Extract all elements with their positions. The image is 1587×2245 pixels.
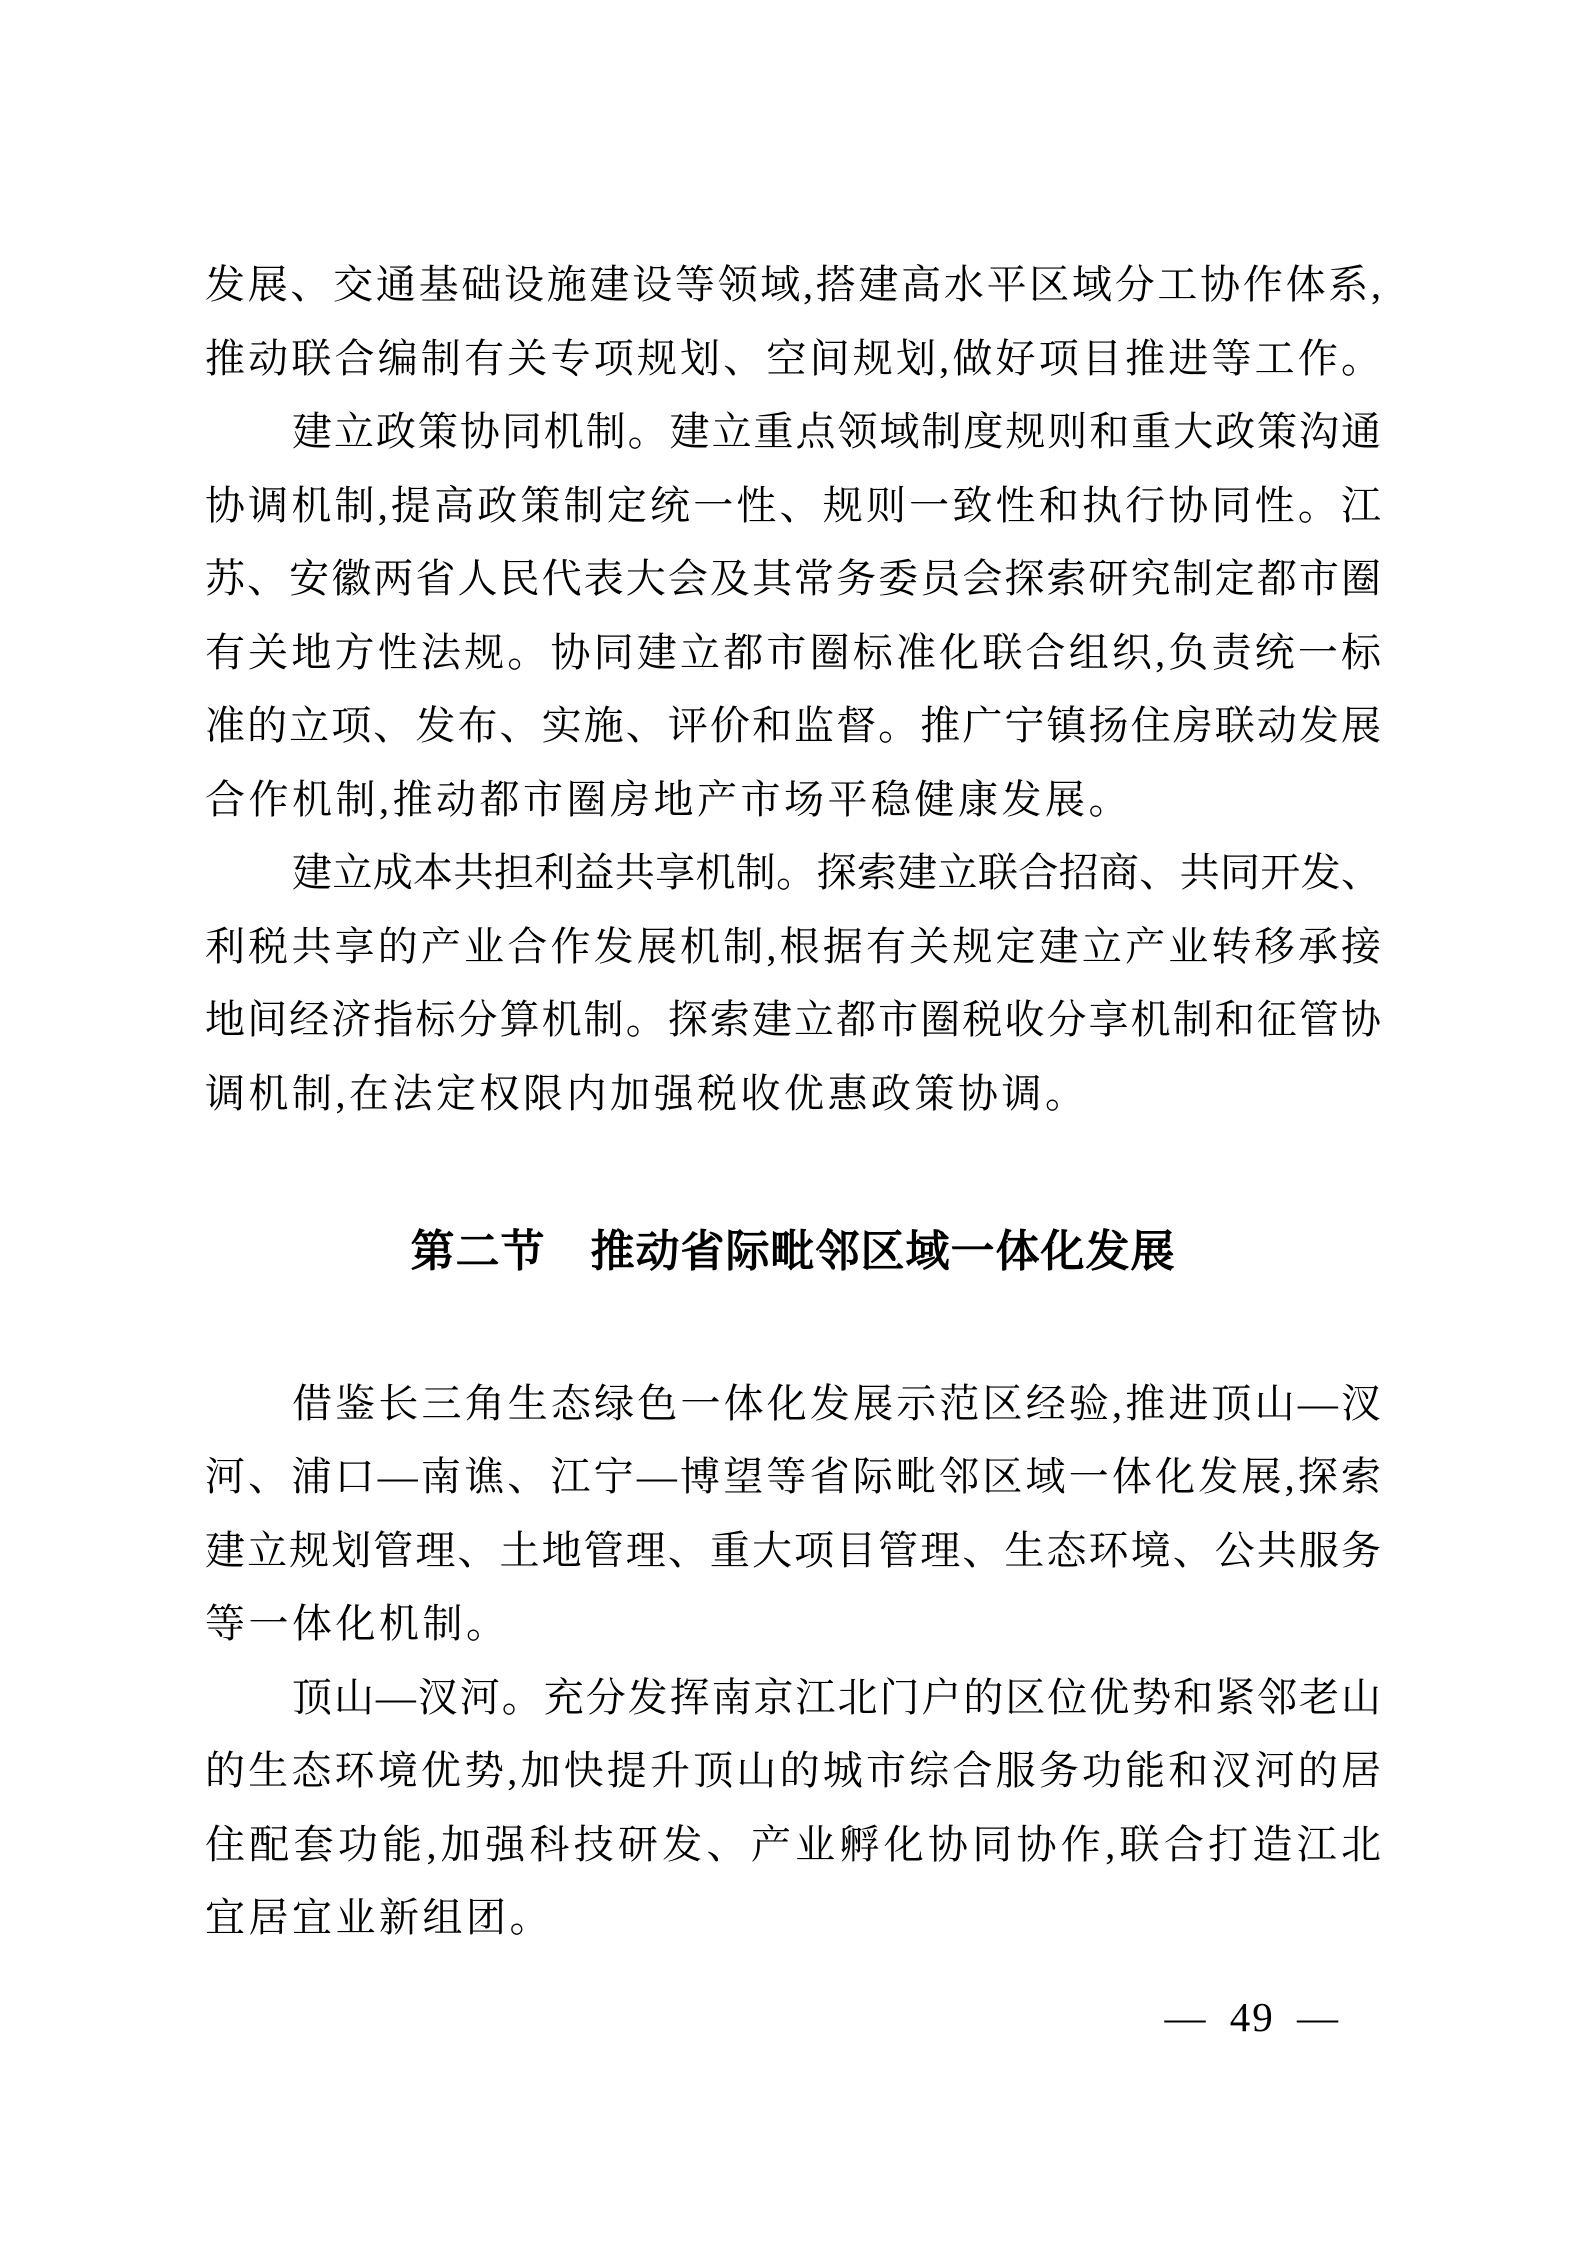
text-line: 调机制,在法定权限内加强税收优惠政策协调。 [205,1070,1089,1116]
page-number: — 49 — [1164,1994,1340,2040]
section-heading: 第二节 推动省际毗邻区域一体化发展 [410,1227,1176,1276]
paragraph [205,1367,1381,1661]
text-line: 宜居宜业新组团。 [205,1895,553,1940]
text-line: 准的立项、发布、实施、评价和监督。推广宁镇扬住房联动发展 [205,703,1381,748]
text-line: 建立政策协同机制。建立重点领域制度规则和重大政策沟通 [292,409,1381,454]
text-line: 合作机制,推动都市圈房地产市场平稳健康发展。 [205,776,1132,822]
paragraph [205,248,1381,395]
text-line: 推动联合编制有关专项规划、空间规划,做好项目推进等工作。 [205,335,1381,381]
text-line: 苏、安徽两省人民代表大会及其常务委员会探索研究制定都市圈 [205,556,1381,601]
text-line: 建立规划管理、土地管理、重大项目管理、生态环境、公共服务 [205,1527,1381,1573]
text-line: 河、浦口—南谯、江宁—博望等省际毗邻区域一体化发展,探索 [205,1454,1381,1499]
document-body [205,248,1381,1955]
paragraph [205,1661,1381,1955]
text-line: 建立成本共担利益共享机制。探索建立联合招商、共同开发、 [292,850,1381,895]
text-line: 住配套功能,加强科技研发、产业孵化协同协作,联合打造江北 [205,1821,1381,1867]
text-line: 借鉴长三角生态绿色一体化发展示范区经验,推进顶山—汊 [292,1380,1381,1426]
text-line: 有关地方性法规。协同建立都市圈标准化联合组织,负责统一标 [205,629,1381,675]
paragraph [205,836,1381,1130]
text-line: 协调机制,提高政策制定统一性、规则一致性和执行协同性。江 [205,482,1381,528]
text-line: 的生态环境优势,加快提升顶山的城市综合服务功能和汊河的居 [205,1748,1381,1793]
text-line: 地间经济指标分算机制。探索建立都市圈税收分享机制和征管协 [205,997,1381,1042]
text-line: 利税共享的产业合作发展机制,根据有关规定建立产业转移承接 [205,923,1381,969]
paragraph [205,395,1381,836]
text-line: 发展、交通基础设施建设等领域,搭建高水平区域分工协作体系, [205,262,1381,307]
text-line: 顶山—汊河。充分发挥南京江北门户的区位优势和紧邻老山 [292,1674,1381,1720]
text-line: 等一体化机制。 [205,1601,510,1646]
